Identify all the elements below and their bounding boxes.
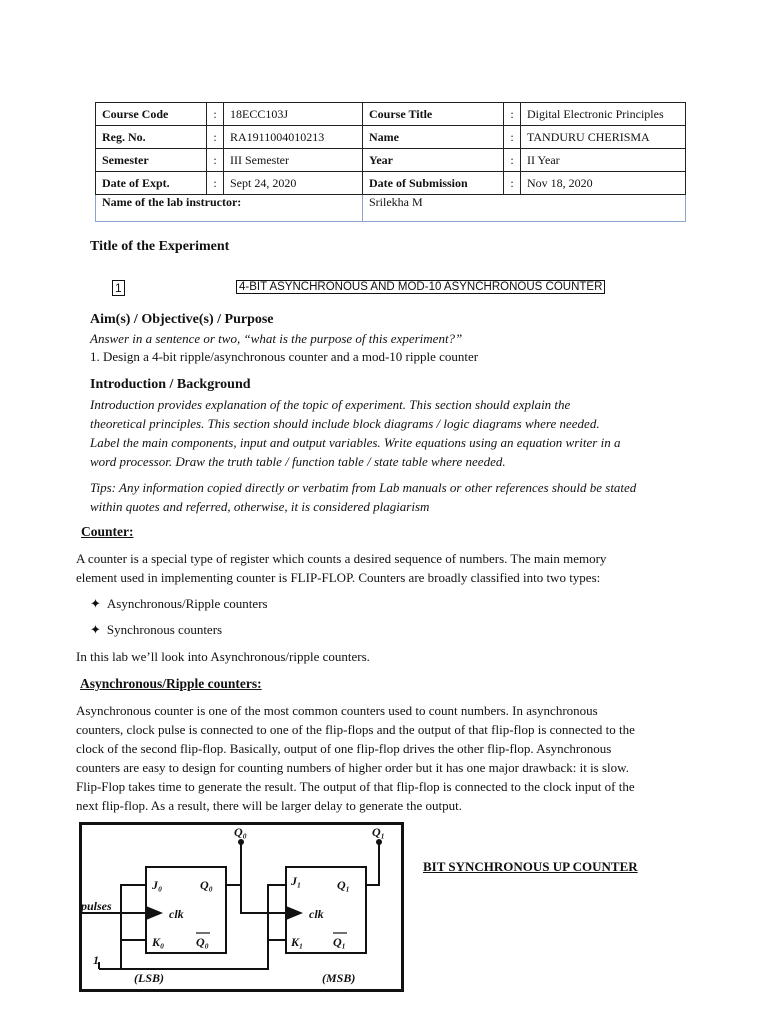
info-row [96, 126, 686, 149]
async-paragraph [76, 701, 682, 815]
info-value-left: RA1911004010213 [224, 126, 363, 149]
experiment-title [236, 281, 605, 293]
tips-line: within quotes and referred, otherwise, it is considered plagiarism [90, 499, 430, 514]
q0-label: Q₀ [200, 878, 213, 892]
diagram-terminals [238, 839, 382, 845]
info-label-left: Date of Expt. [96, 172, 207, 195]
info-row [96, 103, 686, 126]
info-label-left: Semester [96, 149, 207, 172]
counter-paragraph [76, 549, 682, 587]
star-bullet-icon: ✦ [90, 596, 101, 611]
async-line: Flip-Flop takes time to generate the result. The output of that flip-flop is connected to the clock input of the [76, 779, 635, 794]
intro-heading: Introduction / Background [90, 377, 251, 392]
aim-heading: Aim(s) / Objective(s) / Purpose [90, 312, 274, 327]
info-value-left: 18ECC103J [224, 103, 363, 126]
q0-bar-label: Q₀ [196, 935, 209, 949]
star-bullet-icon: ✦ [90, 622, 101, 637]
instructor-row [96, 195, 686, 222]
info-label-right: Date of Submission [363, 172, 504, 195]
course-info-body [96, 103, 686, 222]
async-line: Asynchronous counter is one of the most common counters used to count numbers. In asynchronous [76, 703, 598, 718]
q1-label: Q₁ [337, 878, 350, 892]
intro-line: Label the main components, input and output variables. Write equations using an equation writer in a [90, 435, 621, 450]
info-value-right: Nov 18, 2020 [521, 172, 686, 195]
q1-output-label: Q₁ [372, 825, 385, 839]
info-row [96, 172, 686, 195]
intro-line: theoretical principles. This section should include block diagrams / logic diagrams where needed. [90, 416, 600, 431]
info-colon: : [207, 172, 224, 195]
q1-bar-label: Q₁ [333, 935, 346, 949]
k1-label: K₁ [291, 935, 304, 949]
info-row [96, 149, 686, 172]
async-line: clock of the second flip-flop. Basically, output of one flip-flop drives the other flip-flop. Asynchronous [76, 741, 612, 756]
logic-one-label: 1 [93, 953, 99, 967]
instructor-value: Srilekha M [363, 195, 686, 222]
clk0-label: clk [169, 907, 184, 921]
async-line: counters are easy to design for counting numbers of higher order but it has one major drawback: it is slow. [76, 760, 629, 775]
aim-text: 1. Design a 4-bit ripple/asynchronous counter and a mod-10 ripple counter [90, 349, 479, 364]
counter-line: element used in implementing counter is FLIP-FLOP. Counters are broadly classified into two types: [76, 570, 601, 585]
info-colon: : [504, 103, 521, 126]
course-info-table [95, 102, 686, 222]
intro-line: word processor. Draw the truth table / function table / state table where needed. [90, 454, 506, 469]
info-colon: : [504, 149, 521, 172]
async-heading: Asynchronous/Ripple counters: [80, 676, 262, 691]
lab-note: In this lab we’ll look into Asynchronous/ripple counters. [76, 649, 370, 664]
info-colon: : [207, 126, 224, 149]
tips-text [90, 478, 690, 516]
diagram-caption: BIT SYNCHRONOUS UP COUNTER [423, 859, 638, 874]
j1-label: J₁ [291, 874, 302, 888]
msb-label: (MSB) [322, 971, 356, 985]
counter-line: A counter is a special type of register which counts a desired sequence of numbers. The main memory [76, 551, 607, 566]
tips-line: Tips: Any information copied directly or verbatim from Lab manuals or other references should be stated [90, 480, 637, 495]
info-value-left: Sept 24, 2020 [224, 172, 363, 195]
lsb-label: (LSB) [134, 971, 164, 985]
bullet-label: Synchronous counters [106, 622, 223, 637]
info-label-left: Reg. No. [96, 126, 207, 149]
bullet-item [90, 596, 268, 612]
info-label-right: Course Title [363, 103, 504, 126]
k0-label: K₀ [152, 935, 165, 949]
async-line: next flip-flop. As a result, there will be larger delay to generate the output. [76, 798, 463, 813]
instructor-label: Name of the lab instructor: [96, 195, 363, 222]
info-value-left: III Semester [224, 149, 363, 172]
aim-hint: Answer in a sentence or two, “what is the purpose of this experiment?” [90, 331, 463, 346]
info-label-right: Year [363, 149, 504, 172]
experiment-number-box: 1 [112, 280, 125, 296]
info-label-right: Name [363, 126, 504, 149]
info-colon: : [207, 149, 224, 172]
info-label-left: Course Code [96, 103, 207, 126]
experiment-number [112, 281, 125, 295]
q0-output-label: Q₀ [234, 825, 247, 839]
info-colon: : [504, 172, 521, 195]
experiment-title-box: 4-BIT ASYNCHRONOUS AND MOD-10 ASYNCHRONOUS COUNTER [236, 280, 605, 294]
intro-text [90, 395, 690, 471]
counter-heading: Counter: [81, 524, 134, 539]
bullet-label: Asynchronous/Ripple counters [106, 596, 268, 611]
info-colon: : [504, 126, 521, 149]
j0-label: J₀ [152, 878, 163, 892]
info-value-right: TANDURU CHERISMA [521, 126, 686, 149]
clk1-label: clk [309, 907, 324, 921]
async-line: counters, clock pulse is connected to one of the flip-flops and the output of that flip-flop is connected to the [76, 722, 635, 737]
clock-arrow-icon [146, 906, 163, 920]
bullet-item [90, 622, 222, 638]
diagram-wires [79, 844, 379, 969]
info-colon: : [207, 103, 224, 126]
info-value-right: Digital Electronic Principles [521, 103, 686, 126]
ripple-counter-diagram [79, 822, 404, 992]
pulses-label: pulses [81, 899, 112, 913]
title-heading: Title of the Experiment [90, 239, 230, 254]
clock-arrow-icon [286, 906, 303, 920]
info-value-right: II Year [521, 149, 686, 172]
intro-line: Introduction provides explanation of the topic of experiment. This section should explain the [90, 397, 571, 412]
